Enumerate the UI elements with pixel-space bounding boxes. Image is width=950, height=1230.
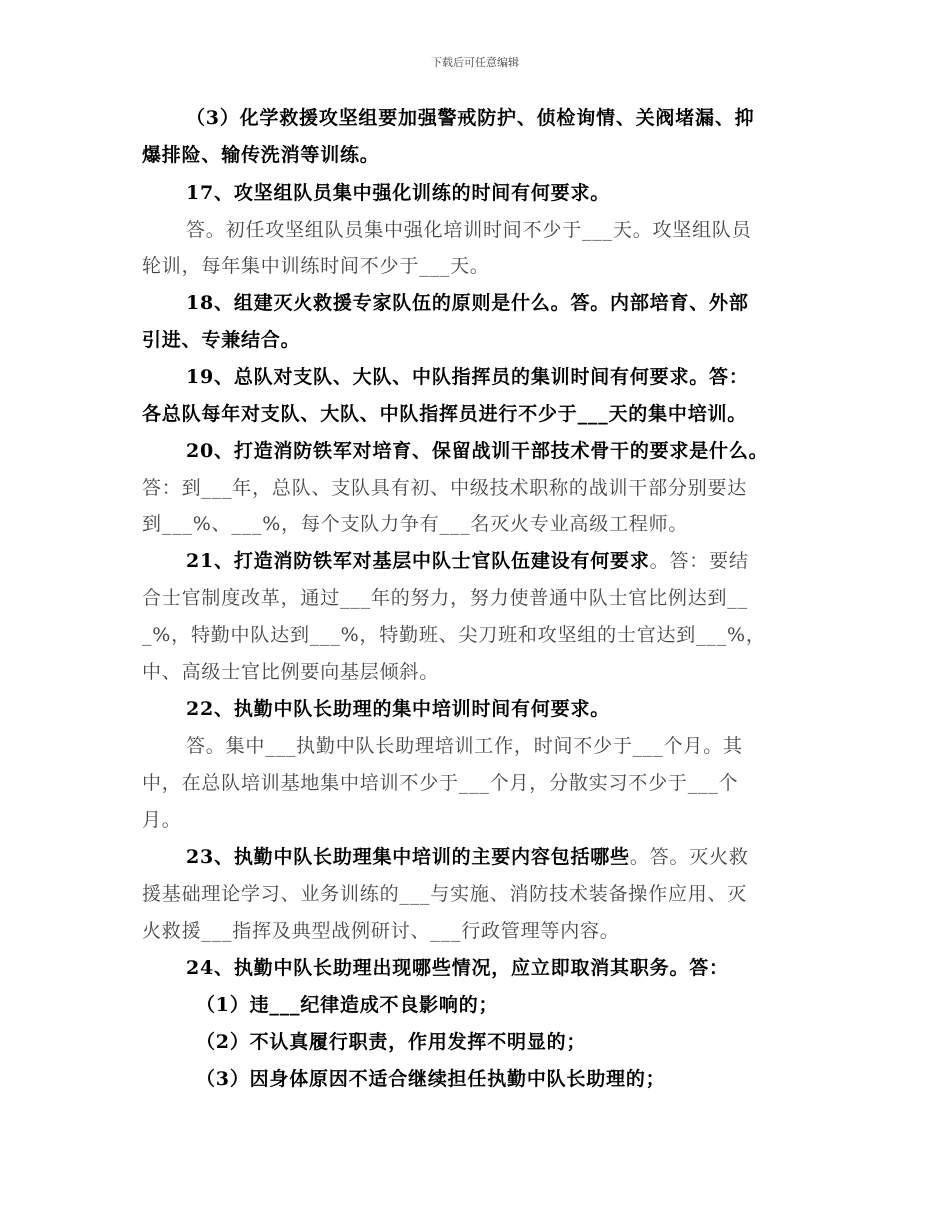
- text-line: [142, 624, 766, 646]
- text-line: [186, 440, 768, 462]
- text-line: [142, 809, 182, 831]
- text-run: 各总队每年对支队、大队、中队指挥员进行不少于___天的集中培训。: [142, 403, 748, 425]
- text-run: 。答。灭火救: [629, 846, 749, 868]
- text-line: [142, 477, 747, 499]
- text-run: 18、组建灭火救援专家队伍的原则是什么。答。内部培育、外部: [186, 292, 749, 314]
- text-run: 。答：要结: [649, 550, 749, 572]
- text-run: 爆排险、输传洗消等训练。: [142, 144, 380, 166]
- text-run: 到___%、___%，每个支队力争有___名灭火专业高级工程师。: [142, 513, 689, 535]
- text-run: 月。: [142, 809, 182, 831]
- text-run: 合士官制度改革，通过___年的努力，努力使普通中队士官比例达到__: [142, 587, 748, 609]
- text-line: [186, 550, 749, 572]
- text-run: 21、打造消防铁军对基层中队士官队伍建设有何要求: [186, 550, 650, 572]
- text-line: [186, 107, 754, 129]
- text-run: （2）不认真履行职责，作用发挥不明显的；: [196, 1031, 587, 1053]
- text-run: 中、高级士官比例要向基层倾斜。: [142, 661, 440, 683]
- text-run: 答。初任攻坚组队员集中强化培训时间不少于___天。攻坚组队员: [186, 219, 752, 241]
- text-run: 24、执勤中队长助理出现哪些情况，应立即取消其职务。答：: [186, 957, 729, 979]
- text-run: 中，在总队培训基地集中培训不少于___个月，分散实习不少于___个: [142, 772, 739, 794]
- text-run: 答。集中___执勤中队长助理培训工作，时间不少于___个月。其: [186, 735, 743, 757]
- text-run: _%，特勤中队达到___%，特勤班、尖刀班和攻坚组的士官达到___%，: [142, 624, 766, 646]
- text-line: [142, 513, 688, 535]
- text-line: [142, 883, 747, 905]
- text-run: 19、总队对支队、大队、中队指挥员的集训时间有何要求。答：: [186, 366, 749, 388]
- text-run: 援基础理论学习、业务训练的___与实施、消防技术装备操作应用、灭: [142, 883, 748, 905]
- text-run: 22、执勤中队长助理的集中培训时间有何要求。: [186, 698, 611, 720]
- text-line: [186, 957, 729, 979]
- text-line: [142, 144, 380, 166]
- text-line: [142, 920, 620, 942]
- text-line: [186, 366, 749, 388]
- text-run: 轮训，每年集中训练时间不少于___天。: [142, 255, 490, 277]
- text-line: [196, 1068, 665, 1090]
- text-run: （3）因身体原因不适合继续担任执勤中队长助理的；: [196, 1068, 666, 1090]
- text-line: [186, 292, 749, 314]
- text-run: 23、执勤中队长助理集中培训的主要内容包括哪些: [186, 846, 630, 868]
- text-line: [196, 994, 498, 1016]
- text-line: [142, 661, 439, 683]
- text-run: 20、打造消防铁军对培育、保留战训干部技术骨干的要求是什么。: [186, 440, 769, 462]
- text-run: （1）违___纪律造成不良影响的；: [196, 994, 499, 1016]
- text-line: [142, 329, 300, 351]
- text-line: [186, 182, 610, 204]
- text-run: 17、攻坚组队员集中强化训练的时间有何要求。: [186, 182, 611, 204]
- text-line: [142, 587, 748, 609]
- text-line: [142, 403, 747, 425]
- text-line: [186, 735, 743, 757]
- text-line: [196, 1031, 586, 1053]
- text-line: [186, 846, 749, 868]
- text-run: 火救援___指挥及典型战例研讨、___行政管理等内容。: [142, 920, 620, 942]
- text-line: [142, 255, 490, 277]
- text-run: 引进、专兼结合。: [142, 329, 301, 351]
- page-header: 下载后可任意编辑: [431, 56, 519, 69]
- text-line: [186, 219, 752, 241]
- text-run: （3）化学救援攻坚组要加强警戒防护、侦检询情、关阀堵漏、抑: [186, 107, 755, 129]
- text-line: [186, 698, 610, 720]
- text-run: 答：到___年，总队、支队具有初、中级技术职称的战训干部分别要达: [142, 477, 748, 499]
- text-line: [142, 772, 738, 794]
